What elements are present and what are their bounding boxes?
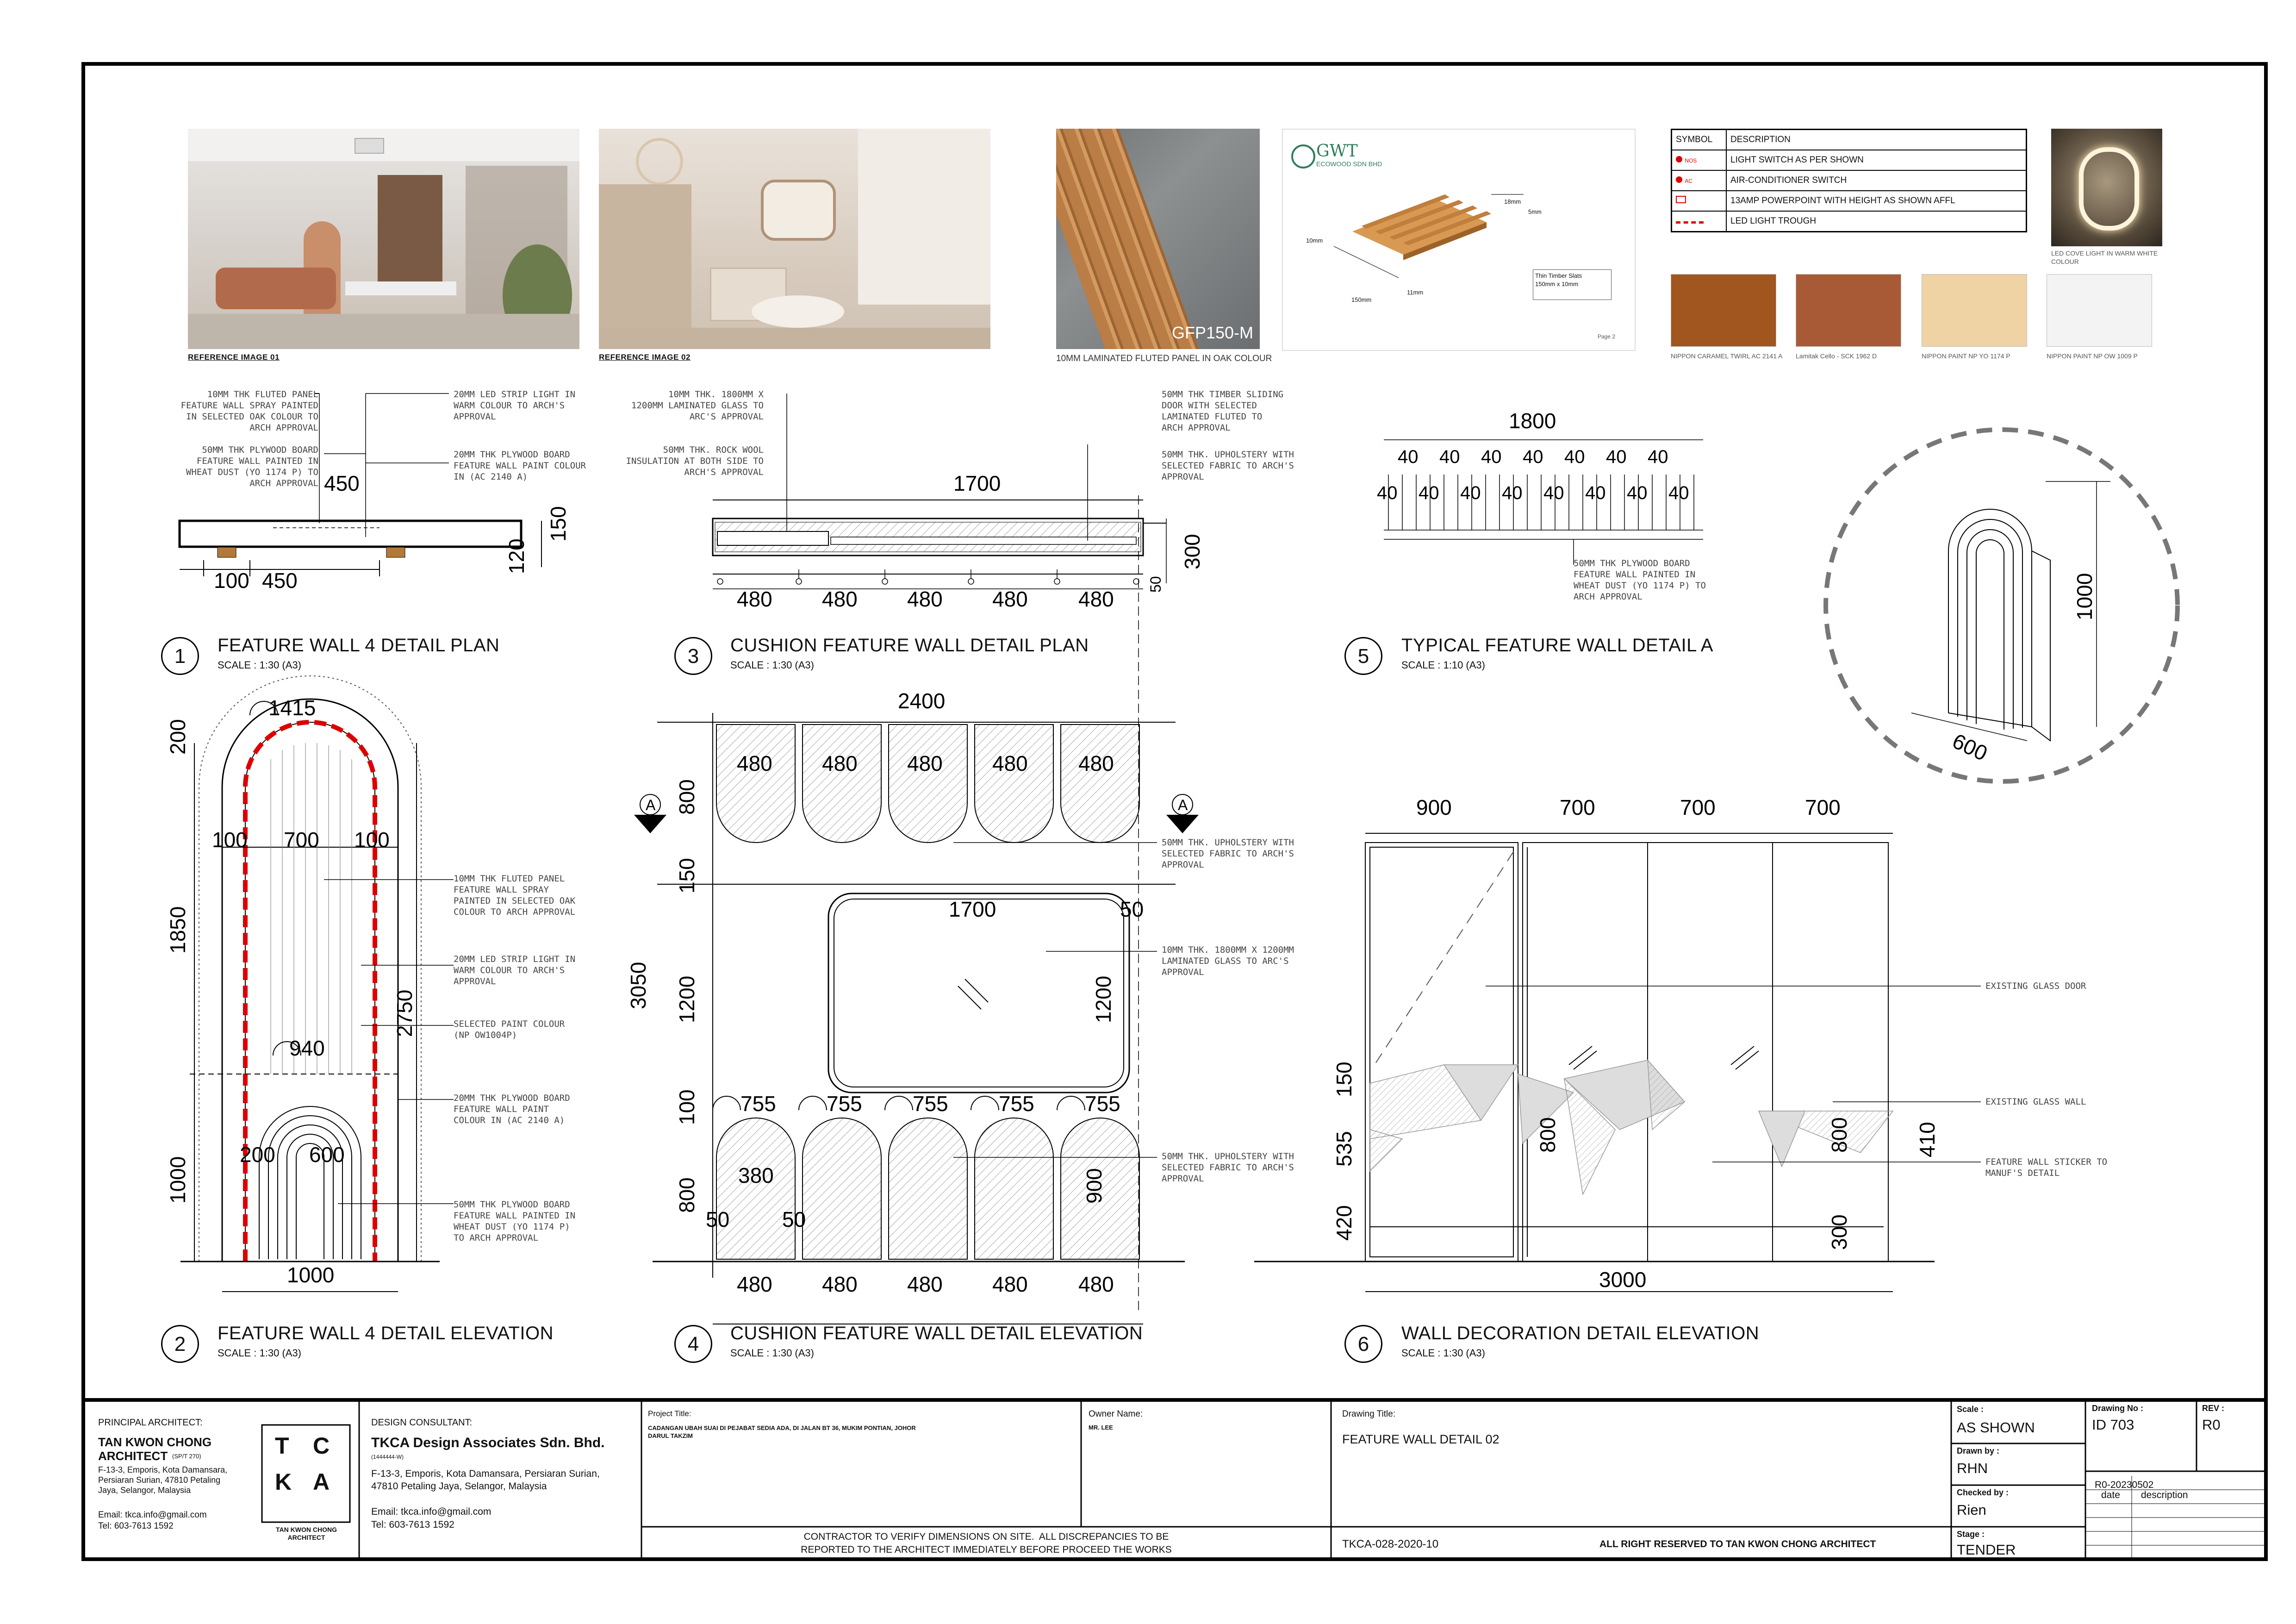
detail-3-title: CUSHION FEATURE WALL DETAIL PLAN <box>730 635 1089 656</box>
d2-dim-1850: 1850 <box>166 906 190 954</box>
d4-dim-1200-r: 1200 <box>1091 975 1115 1023</box>
principal-name: TAN KWON CHONG <box>98 1435 212 1449</box>
detail-4-title: CUSHION FEATURE WALL DETAIL ELEVATION <box>730 1323 1143 1343</box>
d6-note-glass-door: EXISTING GLASS DOOR <box>1985 981 2086 991</box>
d1-dim-450-top: 450 <box>324 471 360 495</box>
d3-note-sliding-door: 50MM THK TIMBER SLIDING DOOR WITH SELECTED LAMINATED FLUTED TO ARCH APPROVAL <box>1162 389 1284 433</box>
detail-1-number: 1 <box>161 637 199 675</box>
swatch-caption-4: NIPPON PAINT NP OW 1009 P <box>2047 352 2138 360</box>
d3-dim-480-5: 480 <box>1078 587 1114 611</box>
detail-6-scale: SCALE : 1:30 (A3) <box>1401 1347 1485 1359</box>
d6-note-sticker: FEATURE WALL STICKER TO MANUF'S DETAIL <box>1985 1157 2108 1178</box>
d2-dim-1415: 1415 <box>268 696 316 720</box>
d1-dim-150: 150 <box>546 506 570 542</box>
rev-col-description: description <box>2141 1490 2188 1500</box>
d6-slash-marks <box>1569 1046 1759 1069</box>
d2-dim-940: 940 <box>289 1036 325 1060</box>
d1-dim-120: 120 <box>504 538 529 574</box>
detail-3-number: 3 <box>674 637 712 675</box>
rights-reserved: ALL RIGHT RESERVED TO TAN KWON CHONG ARCHITECT <box>1599 1539 1876 1549</box>
detail-6-stickers <box>1370 1060 1893 1194</box>
d2-note-plywood-50: 50MM THK PLYWOOD BOARD FEATURE WALL PAINTED IN WHEAT DUST (YO 1174 P) TO ARCH APPROVAL <box>454 1199 576 1243</box>
drawn-by-value: RHN <box>1957 1460 1988 1476</box>
detail-5-number: 5 <box>1344 637 1382 675</box>
d2-dim-1000-v: 1000 <box>166 1156 190 1204</box>
logo-letter-t: T <box>275 1433 289 1459</box>
d1-dim-100: 100 <box>214 568 249 593</box>
gwt-brand: GWT <box>1316 142 1358 161</box>
svg-text:40: 40 <box>1543 483 1564 503</box>
reference-image-02-caption: REFERENCE IMAGE 02 <box>599 353 691 362</box>
logo-letter-k: K <box>275 1469 292 1495</box>
stage-value: TENDER <box>1957 1542 2016 1558</box>
gwt-note-box: Thin Timber Slats 150mm x 10mm <box>1533 269 1612 300</box>
d3-dim-480-3: 480 <box>907 587 943 611</box>
led-caption: LED COVE LIGHT IN WARM WHITE COLOUR <box>2051 250 2158 265</box>
d1-note-led-strip: 20MM LED STRIP LIGHT IN WARM COLOUR TO ARCH'S APPROVAL <box>454 389 576 422</box>
gwt-page: Page 2 <box>1598 333 1616 340</box>
d6-dim-800-b: 800 <box>1827 1117 1851 1153</box>
detail-4-number: 4 <box>674 1325 712 1363</box>
detail-5-scale: SCALE : 1:10 (A3) <box>1401 659 1485 671</box>
principal-label: PRINCIPAL ARCHITECT: <box>98 1418 203 1428</box>
svg-text:480: 480 <box>737 1272 772 1296</box>
scale-value: AS SHOWN <box>1957 1419 2035 1436</box>
d2-note-fluted-panel: 10MM THK FLUTED PANEL FEATURE WALL SPRAY PAINTED IN SELECTED OAK COLOUR TO ARCH APPROVAL <box>454 874 576 917</box>
drawing-title-label: Drawing Title: <box>1342 1409 1396 1419</box>
svg-text:40: 40 <box>1502 483 1523 503</box>
d1-note-fluted-panel: 10MM THK FLUTED PANEL FEATURE WALL SPRAY PAINTED IN SELECTED OAK COLOUR TO ARCH APPROVAL <box>180 389 318 433</box>
swatch-caption-1: NIPPON CARAMEL TWIRL AC 2141 A <box>1671 352 1783 360</box>
d6-dim-535: 535 <box>1332 1131 1356 1167</box>
reference-image-01-caption: REFERENCE IMAGE 01 <box>188 353 280 362</box>
drawn-by-label: Drawn by : <box>1957 1446 2000 1455</box>
contractor-note: CONTRACTOR TO VERIFY DIMENSIONS ON SITE. ALL DISCREPANCIES TO BE REPORTED TO THE ARCHITECT IMMEDIATELY BEFORE PROCEED THE WORKS <box>801 1531 1172 1555</box>
gwt-dim-18: 18mm <box>1504 198 1521 205</box>
svg-text:40: 40 <box>1585 483 1606 503</box>
detail-6-title: WALL DECORATION DETAIL ELEVATION <box>1401 1323 1760 1343</box>
swatch-caption-2: Lamitak Cello - SCK 1962 D <box>1796 352 1877 360</box>
svg-text:755: 755 <box>827 1092 862 1116</box>
consultant-reg: (1444444-W) <box>371 1454 404 1460</box>
d3-note-rockwool: 50MM THK. ROCK WOOL INSULATION AT BOTH SIDE TO ARCH'S APPROVAL <box>626 445 764 477</box>
gwt-dim-11: 11mm <box>1407 289 1424 296</box>
d3-note-upholstery: 50MM THK. UPHOLSTERY WITH SELECTED FABRIC TO ARCH'S APPROVAL <box>1162 450 1294 482</box>
d2-dim-600: 600 <box>309 1143 345 1167</box>
svg-text:40: 40 <box>1668 483 1689 503</box>
d2-dim-200: 200 <box>166 719 190 755</box>
drawing-no-value: ID 703 <box>2092 1417 2134 1433</box>
d4-dim-800-b: 800 <box>675 1177 699 1213</box>
consultant-label: DESIGN CONSULTANT: <box>371 1418 473 1428</box>
d4-dim-380: 380 <box>738 1163 774 1187</box>
d4-dim-50-b: 50 <box>782 1207 806 1231</box>
svg-text:40: 40 <box>1606 447 1627 467</box>
d2-note-paint: SELECTED PAINT COLOUR (NP OW1004P) <box>454 1019 565 1040</box>
section-label-right: A <box>1178 797 1188 813</box>
principal-email: Email: tkca.info@gmail.com <box>98 1510 207 1520</box>
detail-2-title: FEATURE WALL 4 DETAIL ELEVATION <box>218 1323 554 1343</box>
logo-caption: TAN KWON CHONG ARCHITECT <box>276 1526 337 1541</box>
d6-note-glass-wall: EXISTING GLASS WALL <box>1985 1097 2086 1107</box>
consultant-address: F-13-3, Emporis, Kota Damansara, Persiaran Surian, 47810 Petaling Jaya, Selangor, Malaysia <box>371 1468 600 1492</box>
d5-dim-1800: 1800 <box>1509 409 1556 433</box>
drawing-title: FEATURE WALL DETAIL 02 <box>1342 1432 1500 1446</box>
panel-code: GFP150-M <box>1172 323 1254 342</box>
svg-text:40: 40 <box>1564 447 1585 467</box>
stage-label: Stage : <box>1957 1530 1985 1539</box>
d4-dim-150: 150 <box>675 858 699 893</box>
svg-text:40: 40 <box>1648 447 1668 467</box>
svg-text:40: 40 <box>1439 447 1460 467</box>
detail-2-elevation <box>180 676 440 1292</box>
gwt-company: ECOWOOD SDN BHD <box>1316 160 1382 168</box>
svg-text:755: 755 <box>913 1092 948 1116</box>
svg-text:40: 40 <box>1523 447 1543 467</box>
svg-text:480: 480 <box>907 751 943 775</box>
d4-note-upholstery-bottom: 50MM THK. UPHOLSTERY WITH SELECTED FABRIC TO ARCH'S APPROVAL <box>1162 1151 1294 1184</box>
d5-note-plywood: 50MM THK PLYWOOD BOARD FEATURE WALL PAINTED IN WHEAT DUST (YO 1174 P) TO ARCH APPROVAL <box>1574 558 1706 602</box>
reference-code: TKCA-028-2020-10 <box>1342 1538 1439 1550</box>
d5-iso-arch <box>1948 509 2050 741</box>
d1-note-plywood-20: 20MM THK PLYWOOD BOARD FEATURE WALL PAINT COLOUR IN (AC 2140 A) <box>454 450 586 482</box>
svg-text:40: 40 <box>1419 483 1439 503</box>
d2-dim-100-r: 100 <box>354 828 390 852</box>
rev-label: REV : <box>2202 1404 2225 1413</box>
rev-entry: R0-20230502 <box>2095 1480 2154 1490</box>
d3-dim-50: 50 <box>1147 576 1164 593</box>
detail-1-title: FEATURE WALL 4 DETAIL PLAN <box>218 635 500 656</box>
principal-tel: Tel: 603-7613 1592 <box>98 1521 174 1531</box>
ac-switch-icon: AC <box>1672 170 1727 191</box>
gwt-dim-10: 10mm <box>1306 237 1323 244</box>
d2-dim-200-b: 200 <box>240 1143 275 1167</box>
rev-col-date: date <box>2101 1490 2120 1500</box>
section-marker-right <box>1166 815 1199 833</box>
d4-dim-1200-l: 1200 <box>675 975 699 1023</box>
light-switch-icon: NOS <box>1672 150 1727 170</box>
legend-row-ac-switch: AIR-CONDITIONER SWITCH <box>1726 170 2027 191</box>
d3-dim-480-2: 480 <box>822 587 858 611</box>
svg-text:480: 480 <box>992 1272 1028 1296</box>
svg-text:480: 480 <box>822 751 858 775</box>
d6-dim-700-1: 700 <box>1560 795 1595 819</box>
d6-dim-700-2: 700 <box>1680 795 1716 819</box>
svg-text:480: 480 <box>907 1272 943 1296</box>
d2-dim-100-l: 100 <box>212 828 248 852</box>
d6-dim-410: 410 <box>1915 1122 1939 1157</box>
consultant-email: Email: tkca.info@gmail.com <box>371 1506 492 1517</box>
d4-dim-50-r: 50 <box>1120 897 1144 921</box>
consultant-tel: Tel: 603-7613 1592 <box>371 1519 454 1530</box>
detail-2-scale: SCALE : 1:30 (A3) <box>218 1347 301 1359</box>
d6-dim-800-a: 800 <box>1536 1117 1560 1153</box>
project-label: Project Title: <box>648 1409 691 1418</box>
detail-2-flutes <box>271 743 352 1074</box>
d4-dims-755 <box>740 1092 1120 1116</box>
svg-text:480: 480 <box>737 751 772 775</box>
svg-text:755: 755 <box>1085 1092 1120 1116</box>
legend-row-light-switch: LIGHT SWITCH AS PER SHOWN <box>1726 150 2027 170</box>
title-block <box>81 1398 2268 1561</box>
checked-by-value: Rien <box>1957 1502 1986 1518</box>
d4-dim-50-a: 50 <box>706 1207 730 1231</box>
d3-dim-300: 300 <box>1180 534 1204 569</box>
d4-dim-3050: 3050 <box>626 962 650 1009</box>
svg-text:40: 40 <box>1398 447 1419 467</box>
d1-note-plywood-50: 50MM THK PLYWOOD BOARD FEATURE WALL PAINTED IN WHEAT DUST (YO 1174 P) TO ARCH APPROVAL <box>186 445 318 488</box>
principal-address: F-13-3, Emporis, Kota Damansara, Persiaran Surian, 47810 Petaling Jaya, Selangor, Malaysia <box>98 1465 228 1495</box>
legend-symbol-header: SYMBOL <box>1672 130 1727 150</box>
d4-dim-800-top: 800 <box>675 779 699 815</box>
d2-dim-2750: 2750 <box>392 989 417 1037</box>
detail-6-glass-door-hatch <box>1375 852 1513 1065</box>
owner-name: MR. LEE <box>1089 1424 1113 1431</box>
detail-4-bottom-cushions <box>716 1118 1139 1259</box>
detail-1-scale: SCALE : 1:30 (A3) <box>218 659 301 671</box>
rev-value: R0 <box>2202 1417 2221 1433</box>
svg-text:40: 40 <box>1460 483 1481 503</box>
d4-dim-2400: 2400 <box>898 689 946 713</box>
detail-6-number: 6 <box>1344 1325 1382 1363</box>
d6-dim-300: 300 <box>1827 1214 1851 1250</box>
svg-text:40: 40 <box>1377 483 1398 503</box>
svg-text:480: 480 <box>1078 751 1114 775</box>
gwt-dim-5: 5mm <box>1528 208 1542 215</box>
gwt-dim-150: 150mm <box>1351 296 1372 303</box>
legend-row-power-point: 13AMP POWERPOINT WITH HEIGHT AS SHOWN AFFL <box>1726 191 2027 211</box>
d3-dim-480-1: 480 <box>737 587 772 611</box>
d2-note-plywood-20: 20MM THK PLYWOOD BOARD FEATURE WALL PAINT COLOUR IN (AC 2140 A) <box>454 1093 570 1125</box>
d3-dim-1700: 1700 <box>953 471 1001 495</box>
svg-text:480: 480 <box>1078 1272 1114 1296</box>
logo-letter-a: A <box>313 1469 330 1495</box>
detail-5-title: TYPICAL FEATURE WALL DETAIL A <box>1401 635 1713 656</box>
d6-dim-420: 420 <box>1332 1205 1356 1241</box>
detail-4-top-cushions <box>716 725 1139 843</box>
d6-dim-700-3: 700 <box>1805 795 1841 819</box>
swatch-caption-3: NIPPON PAINT NP YO 1174 P <box>1922 352 2010 360</box>
d5-iso-callout-circle <box>1826 430 2178 781</box>
d2-note-led-strip: 20MM LED STRIP LIGHT IN WARM COLOUR TO ARCH'S APPROVAL <box>454 954 576 987</box>
svg-text:755: 755 <box>740 1092 776 1116</box>
d5-dims-40-row1 <box>1398 447 1668 467</box>
svg-text:40: 40 <box>1627 483 1648 503</box>
svg-text:480: 480 <box>822 1272 858 1296</box>
section-label-left: A <box>646 797 656 813</box>
detail-2-number: 2 <box>161 1325 199 1363</box>
detail-4-scale: SCALE : 1:30 (A3) <box>730 1347 814 1359</box>
project-title: CADANGAN UBAH SUAI DI PEJABAT SEDIA ADA, DI JALAN BT 36, MUKIM PONTIAN, JOHOR DARUL TAKZIM <box>648 1424 916 1439</box>
d5-dims-40-row2 <box>1377 483 1689 503</box>
svg-text:40: 40 <box>1481 447 1502 467</box>
d4-dim-900: 900 <box>1082 1168 1106 1204</box>
d5-iso-dim-1000: 1000 <box>2072 573 2097 620</box>
d6-dim-900: 900 <box>1416 795 1452 819</box>
consultant-name: TKCA Design Associates Sdn. Bhd. <box>371 1435 605 1450</box>
d6-dim-3000: 3000 <box>1599 1268 1647 1292</box>
d4-dim-100: 100 <box>675 1089 699 1125</box>
detail-3-dividers <box>717 569 1139 584</box>
d2-dim-700: 700 <box>284 828 319 852</box>
d1-dim-450: 450 <box>262 568 298 593</box>
d5-iso-dim-600: 600 <box>1948 728 1991 766</box>
d4-note-upholstery-top: 50MM THK. UPHOLSTERY WITH SELECTED FABRIC TO ARCH'S APPROVAL <box>1162 837 1294 870</box>
detail-3-scale: SCALE : 1:30 (A3) <box>730 659 814 671</box>
drawing-no-label: Drawing No : <box>2092 1404 2143 1413</box>
d4-dim-1700: 1700 <box>949 897 996 921</box>
legend-description-header: DESCRIPTION <box>1726 130 2027 150</box>
d3-dim-480-4: 480 <box>992 587 1028 611</box>
d3-note-glass: 10MM THK. 1800MM X 1200MM LAMINATED GLASS TO ARC'S APPROVAL <box>631 389 764 422</box>
d2-dim-1000: 1000 <box>287 1263 335 1287</box>
principal-name-2: ARCHITECT <box>98 1449 168 1463</box>
d4-dims-480-bottom <box>737 1272 1114 1296</box>
section-marker-left <box>634 815 666 833</box>
checked-by-label: Checked by : <box>1957 1488 2009 1497</box>
d4-note-glass: 10MM THK. 1800MM X 1200MM LAMINATED GLASS TO ARC'S APPROVAL <box>1162 945 1294 977</box>
d6-dim-150: 150 <box>1332 1062 1356 1097</box>
svg-text:755: 755 <box>999 1092 1034 1116</box>
legend-row-led-trough: LED LIGHT TROUGH <box>1726 211 2027 232</box>
scale-label: Scale : <box>1957 1405 1984 1414</box>
panel-caption: 10MM LAMINATED FLUTED PANEL IN OAK COLOUR <box>1056 354 1272 363</box>
owner-label: Owner Name: <box>1089 1409 1143 1419</box>
logo-letter-c: C <box>313 1433 330 1459</box>
principal-reg: (SP/T 270) <box>172 1453 201 1460</box>
svg-text:480: 480 <box>992 751 1028 775</box>
